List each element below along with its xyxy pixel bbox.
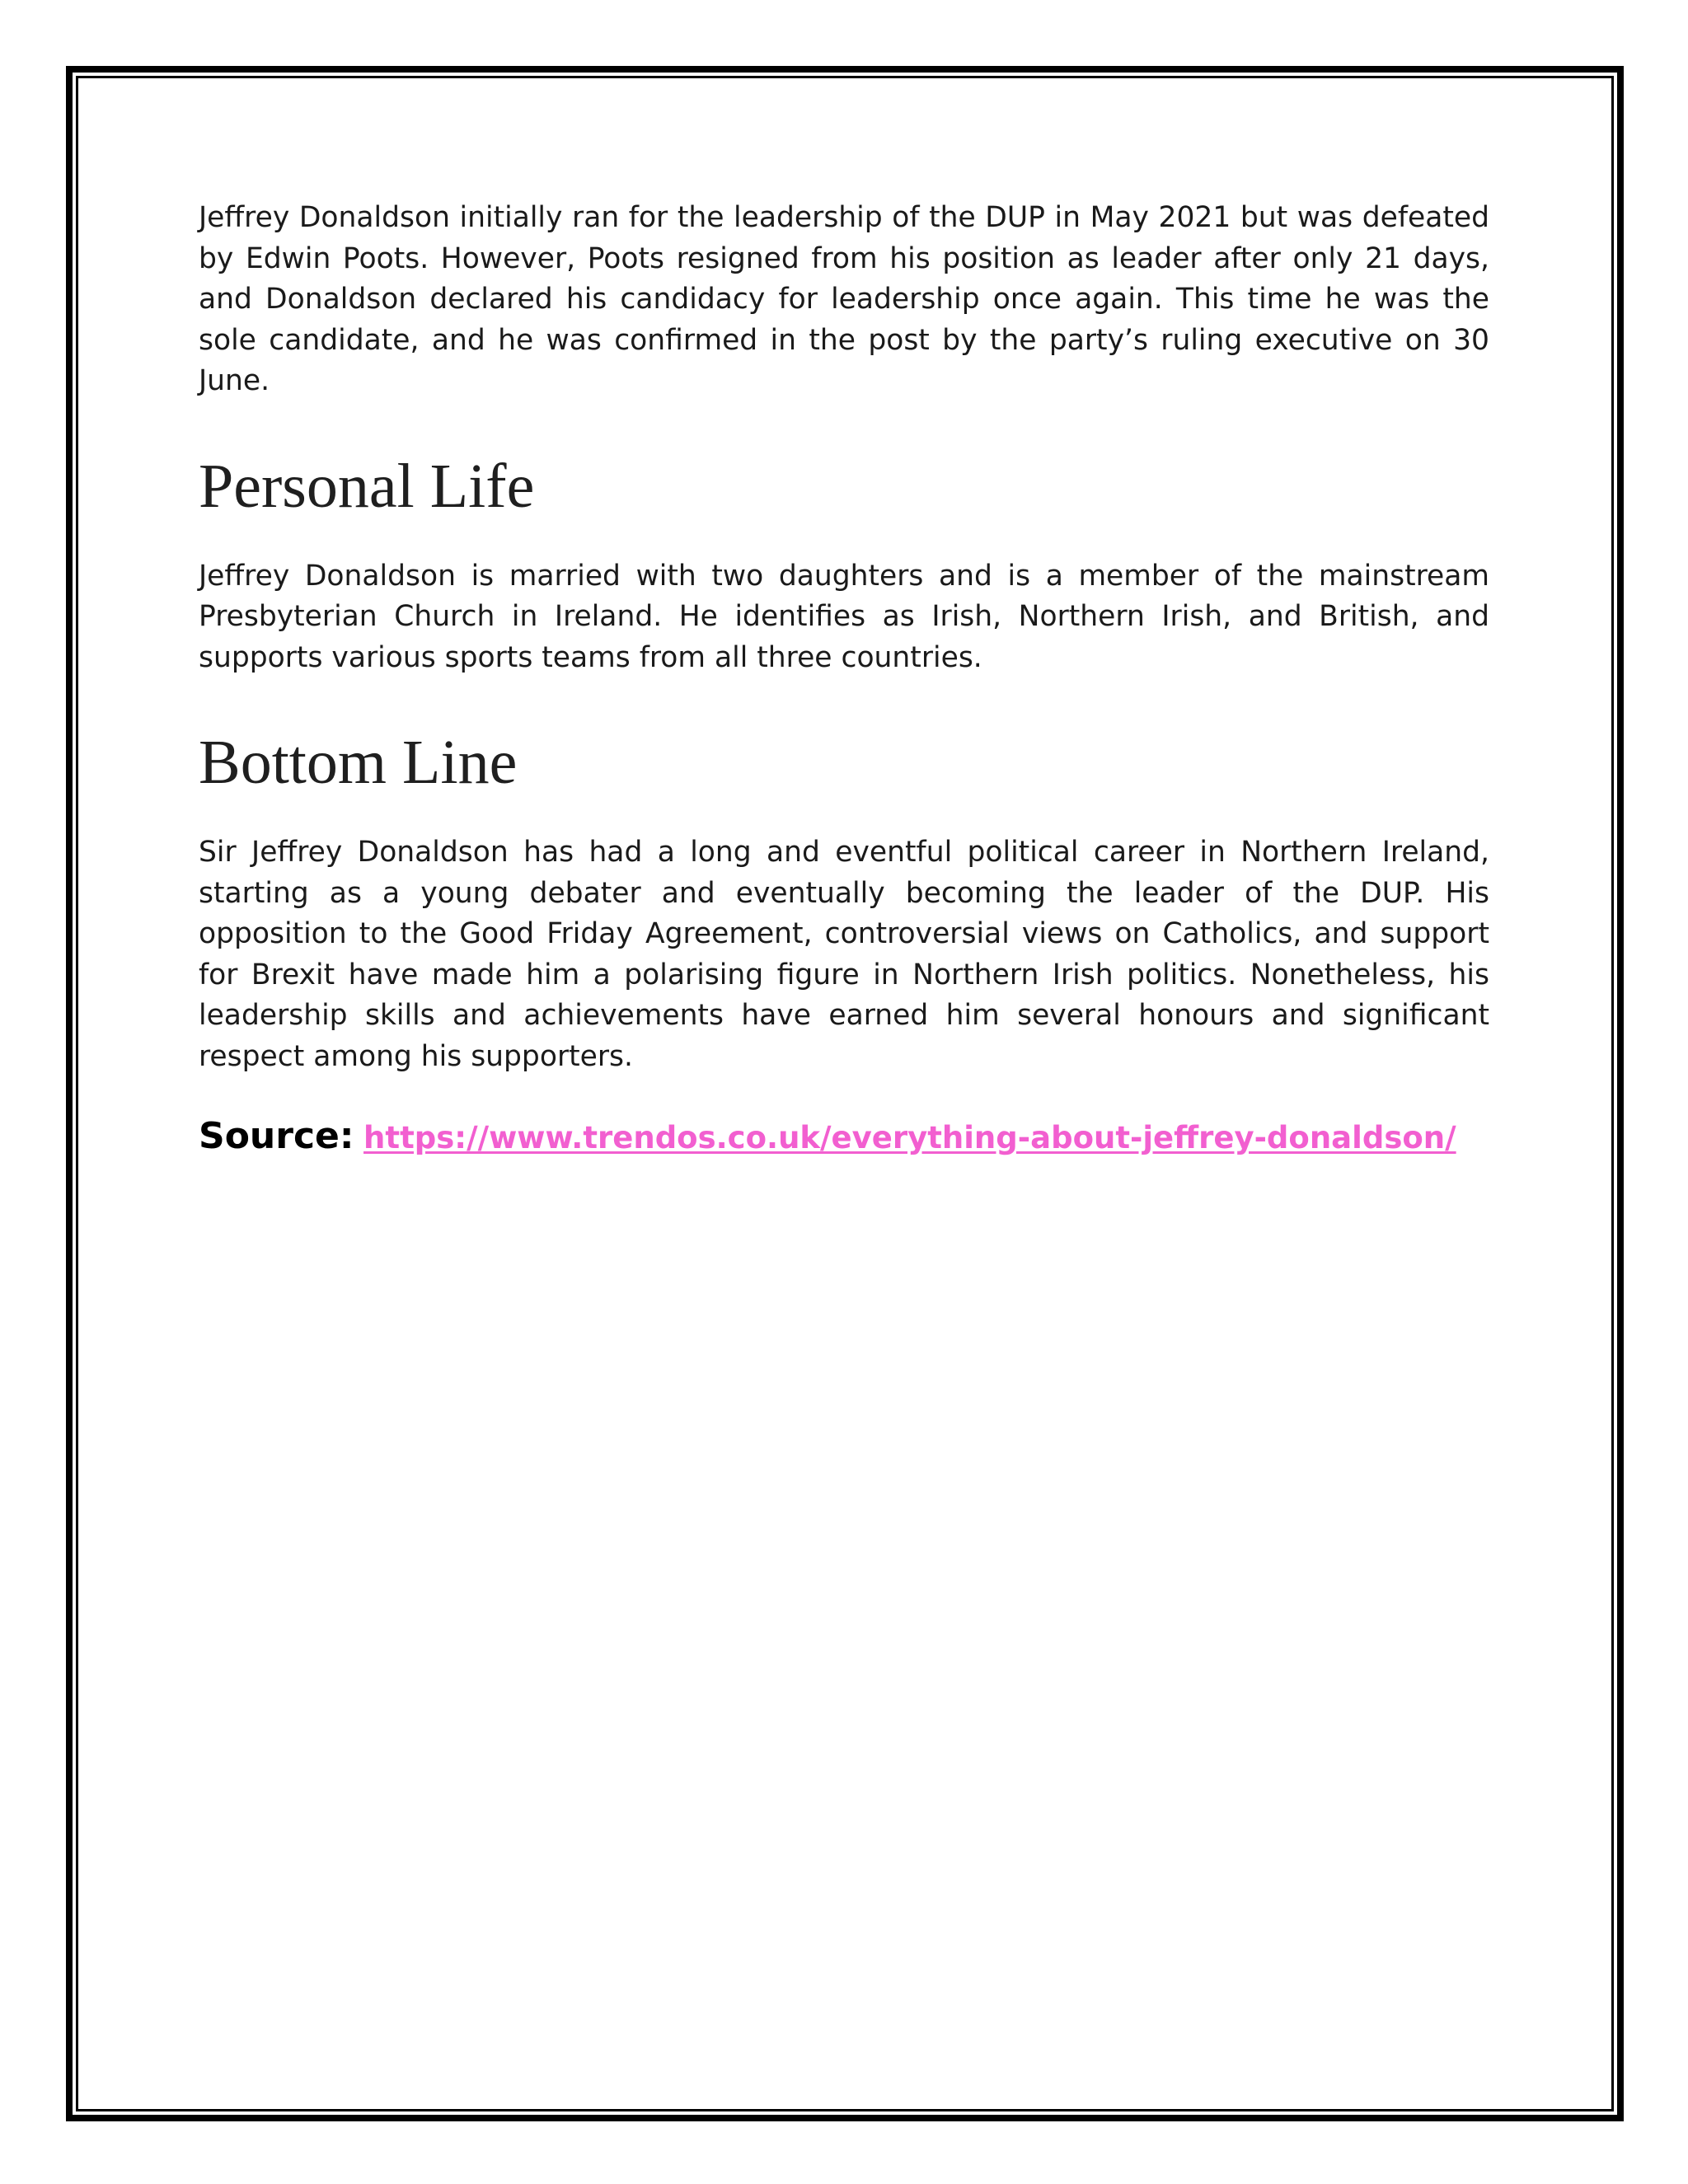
- heading-bottom-line: Bottom Line: [199, 728, 518, 797]
- document-body: [199, 198, 1489, 1169]
- source-label: Source:: [199, 1115, 354, 1157]
- source-link[interactable]: https://www.trendos.co.uk/everything-about-jeffrey-donaldson/: [363, 1120, 1456, 1155]
- paragraph-personal-life: Jeffrey Donaldson is married with two daughters and is a member of the mainstream Presbyterian Church in Ireland. He identifies as Irish, Northern Irish, and British, and supports various sports teams from all three countries.: [199, 559, 1489, 674]
- paragraph-bottom-line: Sir Jeffrey Donaldson has had a long and eventful political career in Northern Ireland, starting as a young debater and eventually becoming the leader of the DUP. His opposition to the Good Friday Agreement, controversial views on Catholics, and support for Brexit have made him a polarising figure in Northern Irish politics. Nonetheless, his leadership skills and achievements have earned him several honours and significant respect among his supporters.: [199, 836, 1489, 1073]
- heading-personal-life: Personal Life: [199, 451, 535, 521]
- source-line: [199, 1112, 1489, 1169]
- paragraph-leadership: Jeffrey Donaldson initially ran for the leadership of the DUP in May 2021 but was defeated by Edwin Poots. However, Poots resigned from his position as leader after only 21 days, and Donaldson declared his candidacy for leadership once again. This time he was the sole candidate, and he was confirmed in the post by the party’s ruling executive on 30 June.: [199, 201, 1489, 397]
